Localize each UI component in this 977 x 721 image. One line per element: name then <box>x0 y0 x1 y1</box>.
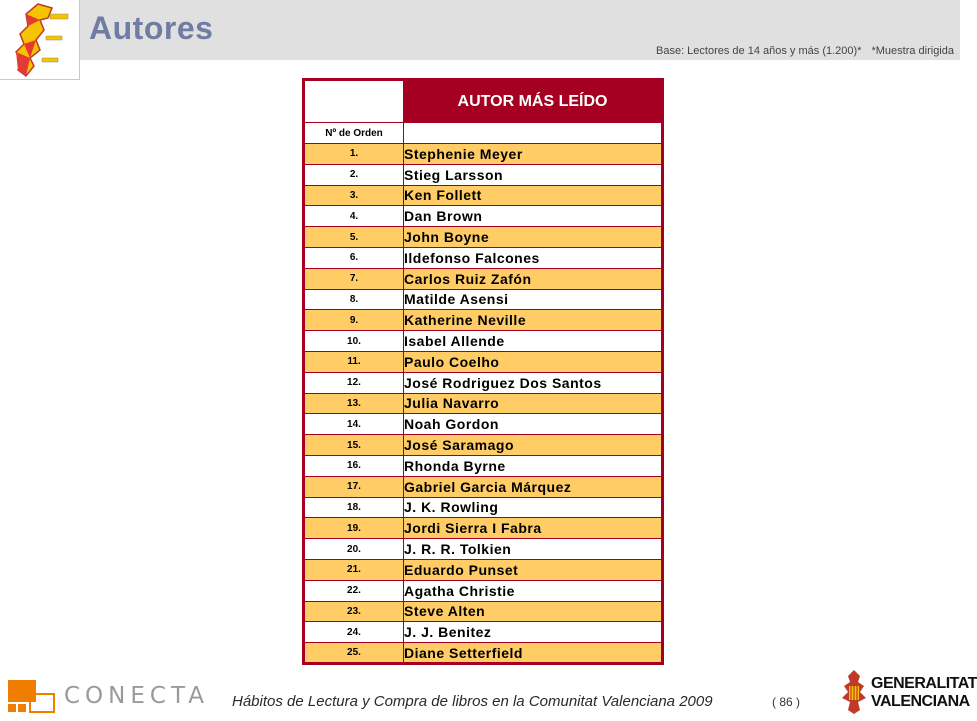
author-cell: J. K. Rowling <box>404 497 663 518</box>
author-cell: Stephenie Meyer <box>404 144 663 165</box>
author-cell: Gabriel Garcia Márquez <box>404 476 663 497</box>
rank-cell: 24. <box>304 622 404 643</box>
author-cell: José Rodriguez Dos Santos <box>404 372 663 393</box>
author-cell: Carlos Ruiz Zafón <box>404 268 663 289</box>
table-row <box>304 476 663 497</box>
author-cell: Julia Navarro <box>404 393 663 414</box>
table-row <box>304 206 663 227</box>
rank-cell: 1. <box>304 144 404 165</box>
table-title: AUTOR MÁS LEÍDO <box>404 80 663 123</box>
rank-cell: 23. <box>304 601 404 622</box>
header-blank-cell <box>304 80 404 123</box>
table-row <box>304 455 663 476</box>
table-header-row <box>304 80 663 123</box>
rank-cell: 10. <box>304 331 404 352</box>
author-cell: Rhonda Byrne <box>404 455 663 476</box>
rank-cell: 12. <box>304 372 404 393</box>
author-cell: Matilde Asensi <box>404 289 663 310</box>
table-row <box>304 372 663 393</box>
table-row <box>304 185 663 206</box>
conecta-brand-text: CONECTA <box>64 683 209 709</box>
generalitat-emblem-icon <box>840 668 868 716</box>
table-row <box>304 414 663 435</box>
table-row <box>304 393 663 414</box>
author-cell: J. R. R. Tolkien <box>404 539 663 560</box>
generalitat-line2: VALENCIANA <box>871 693 970 710</box>
rank-cell: 4. <box>304 206 404 227</box>
sample-note-text: *Muestra dirigida <box>871 45 954 57</box>
author-cell: José Saramago <box>404 435 663 456</box>
page-number: ( 86 ) <box>772 695 801 709</box>
author-cell: Agatha Christie <box>404 580 663 601</box>
rank-cell: 19. <box>304 518 404 539</box>
author-cell: Noah Gordon <box>404 414 663 435</box>
table-row <box>304 310 663 331</box>
rank-cell: 25. <box>304 643 404 664</box>
rank-cell: 15. <box>304 435 404 456</box>
table-row <box>304 497 663 518</box>
rank-cell: 8. <box>304 289 404 310</box>
author-cell: J. J. Benitez <box>404 622 663 643</box>
region-map-logo <box>0 0 80 80</box>
authors-table <box>302 78 664 665</box>
table-subheader-row <box>304 123 663 144</box>
author-cell: Ken Follett <box>404 185 663 206</box>
author-cell: Stieg Larsson <box>404 164 663 185</box>
base-note-text: Base: Lectores de 14 años y más (1.200)* <box>656 45 862 57</box>
rank-cell: 22. <box>304 580 404 601</box>
base-note <box>656 45 954 57</box>
table-row <box>304 164 663 185</box>
table-row <box>304 331 663 352</box>
author-cell: Katherine Neville <box>404 310 663 331</box>
table-row <box>304 268 663 289</box>
page-title: Autores <box>89 10 214 46</box>
subheader-blank-cell <box>404 123 663 144</box>
generalitat-line1: GENERALITAT <box>871 675 977 692</box>
conecta-logo-icon <box>6 680 56 714</box>
table-row <box>304 351 663 372</box>
rank-cell: 16. <box>304 455 404 476</box>
table-row <box>304 289 663 310</box>
table-row <box>304 539 663 560</box>
author-cell: Ildefonso Falcones <box>404 247 663 268</box>
author-cell: Jordi Sierra I Fabra <box>404 518 663 539</box>
table-row <box>304 247 663 268</box>
rank-cell: 3. <box>304 185 404 206</box>
rank-cell: 9. <box>304 310 404 331</box>
author-cell: Isabel Allende <box>404 331 663 352</box>
table-row <box>304 601 663 622</box>
table-row <box>304 580 663 601</box>
author-cell: Diane Setterfield <box>404 643 663 664</box>
rank-cell: 6. <box>304 247 404 268</box>
generalitat-wordmark <box>871 675 977 711</box>
rank-cell: 21. <box>304 559 404 580</box>
rank-cell: 7. <box>304 268 404 289</box>
author-cell: Eduardo Punset <box>404 559 663 580</box>
author-cell: Dan Brown <box>404 206 663 227</box>
rank-cell: 14. <box>304 414 404 435</box>
author-cell: John Boyne <box>404 227 663 248</box>
table-row <box>304 144 663 165</box>
rank-cell: 17. <box>304 476 404 497</box>
author-cell: Paulo Coelho <box>404 351 663 372</box>
order-label: Nº de Orden <box>304 123 404 144</box>
table-row <box>304 435 663 456</box>
rank-cell: 13. <box>304 393 404 414</box>
rank-cell: 11. <box>304 351 404 372</box>
footer-caption: Hábitos de Lectura y Compra de libros en la Comunitat Valenciana 2009 <box>232 693 713 710</box>
table-row <box>304 518 663 539</box>
rank-cell: 5. <box>304 227 404 248</box>
table-row <box>304 622 663 643</box>
rank-cell: 18. <box>304 497 404 518</box>
rank-cell: 20. <box>304 539 404 560</box>
table-row <box>304 643 663 664</box>
author-cell: Steve Alten <box>404 601 663 622</box>
rank-cell: 2. <box>304 164 404 185</box>
table-row <box>304 559 663 580</box>
table-row <box>304 227 663 248</box>
